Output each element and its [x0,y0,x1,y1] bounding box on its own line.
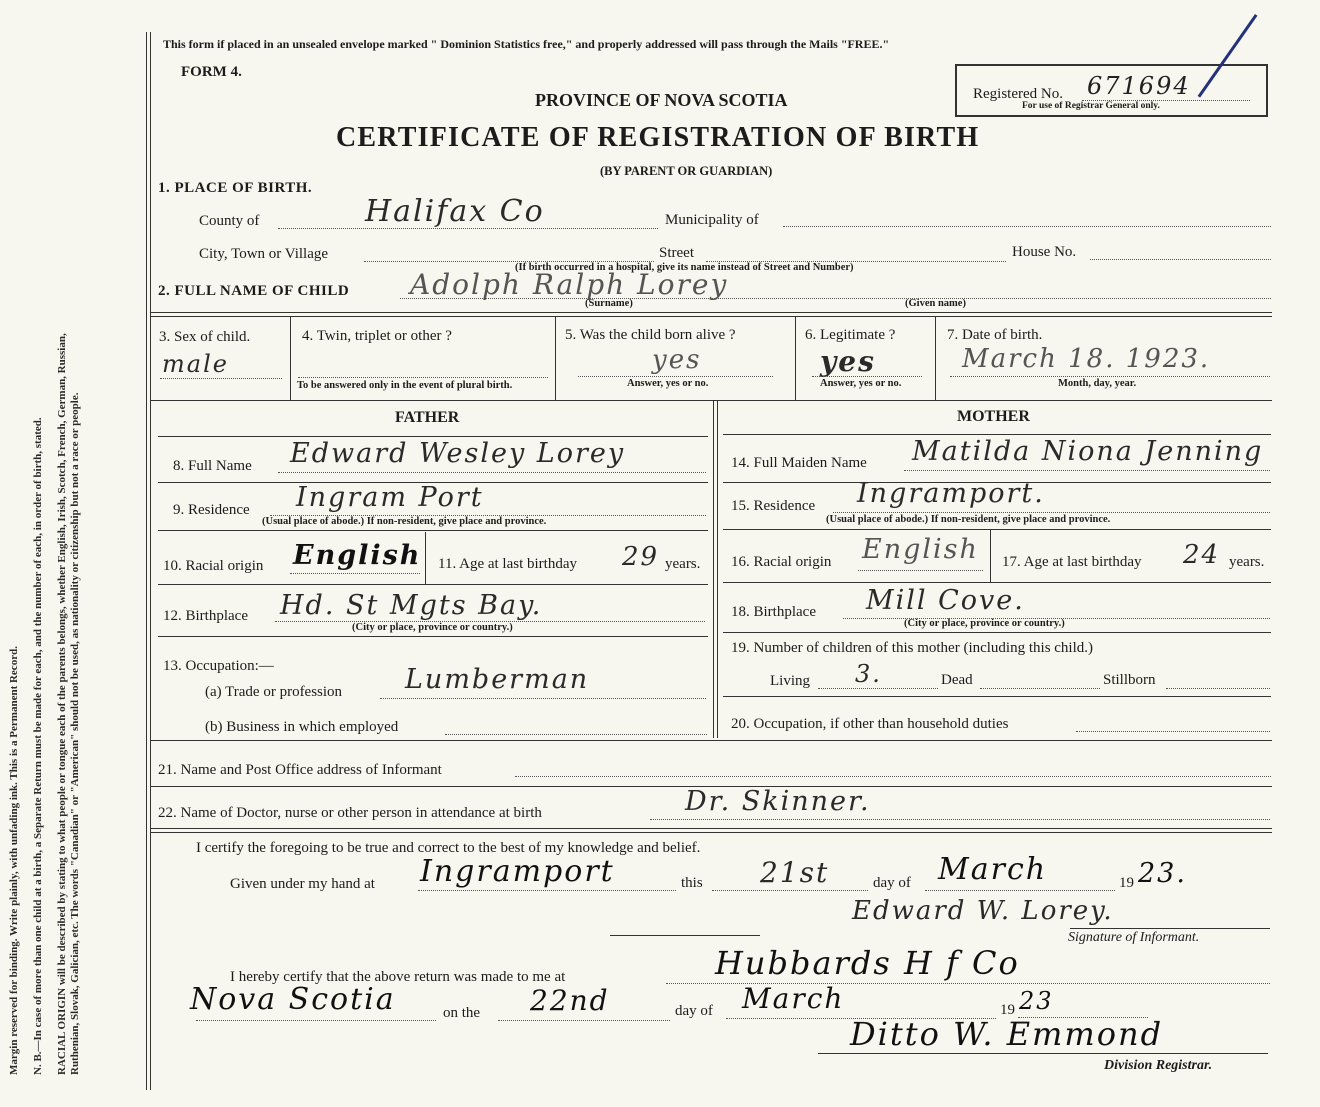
row-rule-top-2 [150,316,1272,317]
registrar-province: Nova Scotia [190,982,396,1017]
father-rule-4 [158,636,708,637]
given-name-caption: (Given name) [905,298,966,309]
father-race-label: 10. Racial origin [163,558,264,574]
registrar-year-prefix: 19 [1000,1002,1015,1018]
mother-residence-note: (Usual place of abode.) If non-resident, give place and province. [826,514,1111,525]
registrar-signature-rule [818,1053,1268,1054]
mother-age-years: years. [1229,554,1265,570]
county-label: County of [199,213,260,229]
certify-statement: I certify the foregoing to be true and correct to the best of my knowledge and belief. [196,840,701,856]
signature-rule [1070,928,1270,929]
margin-rule [146,32,147,1090]
certify-day-line [712,890,868,891]
mother-children-label: 19. Number of children of this mother (including this child.) [731,640,1094,656]
doctor-rule [150,828,1272,829]
mother-name-line [904,470,1270,471]
informant-signature: Edward W. Lorey. [852,896,1114,926]
registrar-day-line [498,1020,670,1021]
mother-rule-4 [723,632,1271,633]
municipality-label: Municipality of [665,212,759,228]
binding-note: Margin reserved for binding. Write plainly, with unfading ink. This is a Permanent Record. [8,646,20,1075]
registrar-day-of-label: day of [675,1003,713,1019]
father-age-years: years. [665,556,701,572]
registrar-signature: Ditto W. Emmond [850,1015,1164,1053]
father-business-line [445,734,707,735]
child-name-value: Adolph Ralph Lorey [410,268,729,301]
dob-value: March 18. 1923. [962,344,1211,374]
doctor-line [650,819,1270,820]
father-rule-3 [158,584,708,585]
registered-label: Registered No. [973,86,1063,102]
house-label: House No. [1012,244,1077,260]
center-rule-2 [717,400,718,738]
father-birthplace-value: Hd. St Mgts Bay. [280,590,543,621]
twin-note: To be answered only in the event of plural birth. [297,380,513,391]
dead-label: Dead [941,672,973,688]
legitimate-value: yes [820,345,876,378]
father-race-divider [425,532,426,584]
father-residence-note: (Usual place of abode.) If non-resident, give place and province. [262,516,547,527]
given-place: Ingramport [420,854,615,889]
father-name-line [278,472,706,473]
mother-race-divider [990,530,991,582]
stillborn-line [1166,688,1270,689]
informant-rule-top [150,740,1272,741]
signature-caption: Signature of Informant. [1068,930,1200,945]
racial-note-2: Ruthenian, Slovak, Galician, etc. The words "Canadian" or "American" should not be used, as nationality or citizenship but not a race or people. [69,392,82,1075]
legitimate-line [812,376,922,377]
page-subtitle: (BY PARENT OR GUARDIAN) [600,164,773,178]
informant-label: 21. Name and Post Office address of Informant [158,762,442,778]
mother-residence-line [833,512,1270,513]
nb-note: N. B.—In case of more than one child at a birth, a Separate Return must be made for each, and the number of each, in order of birth, stated. [31,417,44,1075]
stillborn-label: Stillborn [1103,672,1156,688]
twin-line [298,377,548,378]
father-birthplace-note: (City or place, province or country.) [352,622,513,633]
certify-month: March [938,852,1048,887]
informant-line [515,776,1271,777]
father-age-label: 11. Age at last birthday [438,556,577,572]
city-label: City, Town or Village [199,246,329,262]
signature-short-rule [610,935,760,936]
doctor-rule-2 [150,832,1272,833]
col-rule-3 [795,316,796,400]
county-line [278,228,658,229]
certify-day: 21st [760,856,830,889]
child-name-line [400,298,1271,299]
sex-value: male [162,350,229,378]
registrar-month: March [742,982,845,1015]
father-heading: FATHER [395,409,460,426]
this-label: this [681,875,703,891]
father-name-label: 8. Full Name [173,458,252,474]
hospital-note: (If birth occurred in a hospital, give its name instead of Street and Number) [515,262,854,273]
mother-race-value: English [862,534,979,565]
mother-name-label: 14. Full Maiden Name [731,455,867,471]
living-line [818,688,938,689]
row-rule-top [150,312,1272,313]
mother-birthplace-note: (City or place, province or country.) [904,618,1065,629]
living-value: 3. [855,660,882,688]
certify-day-of-label: day of [873,875,911,891]
mother-race-label: 16. Racial origin [731,554,832,570]
father-trade-label: (a) Trade or profession [205,684,343,700]
col-rule-2 [555,316,556,400]
mother-heading: MOTHER [957,408,1030,425]
living-label: Living [770,673,810,689]
dob-line [950,376,1270,377]
municipality-line [783,226,1271,227]
mother-age-value: 24 [1183,540,1221,570]
certify-year-prefix: 19 [1119,875,1134,891]
mother-birthplace-value: Mill Cove. [866,585,1025,616]
legitimate-label: 6. Legitimate ? [805,327,896,343]
registrar-province-line [196,1020,436,1021]
doctor-label: 22. Name of Doctor, nurse or other person in attendance at birth [158,805,542,821]
alive-line [578,376,773,377]
col-rule-4 [935,316,936,400]
given-place-line [418,890,676,891]
row-rule-bottom [150,400,1272,401]
mail-notice: This form if placed in an unsealed envelope marked " Dominion Statistics free," and properly addressed will pass through the Mails "FREE." [163,37,890,51]
mother-rule-2 [723,529,1271,530]
registrar-note: For use of Registrar General only. [1022,101,1160,111]
mother-occupation-line [1076,731,1270,732]
margin-rule-inner [150,32,151,1090]
child-name-label: 2. FULL NAME OF CHILD [158,283,350,299]
doctor-value: Dr. Skinner. [685,786,871,817]
certify-month-line [925,890,1115,891]
mother-age-label: 17. Age at last birthday [1002,554,1142,570]
mother-residence-value: Ingramport. [857,478,1045,509]
place-heading: 1. PLACE OF BIRTH. [158,180,313,196]
dob-label: 7. Date of birth. [947,327,1043,343]
street-label: Street [659,245,694,261]
surname-caption: (Surname) [585,298,633,309]
form-number: FORM 4. [181,64,242,80]
province-heading: PROVINCE OF NOVA SCOTIA [535,90,788,110]
father-residence-value: Ingram Port [296,482,484,513]
center-rule [713,400,714,738]
registrar-caption: Division Registrar. [1104,1058,1213,1073]
mother-residence-label: 15. Residence [731,498,816,514]
father-trade-value: Lumberman [405,664,590,695]
mother-birthplace-label: 18. Birthplace [731,604,816,620]
sex-label: 3. Sex of child. [159,329,251,345]
mother-occupation-label: 20. Occupation, if other than household duties [731,716,1009,732]
mother-heading-rule [723,434,1271,435]
registrar-statement: I hereby certify that the above return was made to me at [230,969,566,985]
mother-name-value: Matilda Niona Jenning [912,436,1264,467]
sex-line [160,378,282,379]
father-heading-rule [158,436,708,437]
alive-note: Answer, yes or no. [627,378,709,389]
father-birthplace-label: 12. Birthplace [163,608,248,624]
racial-note-1: RACIAL ORIGIN will be described by stating to what people or tongue each of the parents belongs, whether English, Irish, Scotch, French, German, Russian, [55,333,68,1075]
father-residence-label: 9. Residence [173,502,250,518]
father-rule-2 [158,530,708,531]
on-the-label: on the [443,1005,481,1021]
father-race-value: English [293,540,422,571]
father-trade-line [380,698,706,699]
registered-number: 671694 [1087,72,1191,100]
mother-race-line [858,570,983,571]
registrar-year: 23 [1019,987,1054,1015]
county-value: Halifax Co [365,194,545,229]
given-label: Given under my hand at [230,876,375,892]
alive-label: 5. Was the child born alive ? [565,327,736,343]
father-age-value: 29 [622,542,660,572]
father-race-line [290,573,420,574]
alive-value: yes [652,345,702,375]
father-occupation-label: 13. Occupation:— [163,658,274,674]
page-title: CERTIFICATE OF REGISTRATION OF BIRTH [336,122,980,153]
registrar-day: 22nd [530,984,610,1017]
certify-year: 23. [1138,858,1187,889]
col-rule-1 [290,316,291,400]
father-name-value: Edward Wesley Lorey [290,438,626,469]
dob-note: Month, day, year. [1058,378,1137,389]
mother-rule-5 [723,696,1271,697]
dead-line [980,688,1100,689]
father-business-label: (b) Business in which employed [205,719,399,735]
twin-label: 4. Twin, triplet or other ? [302,328,452,344]
mother-rule-3 [723,582,1271,583]
legitimate-note: Answer, yes or no. [820,378,902,389]
house-line [1090,259,1271,260]
margin-notes [8,25,143,1075]
registrar-place: Hubbards H f Co [715,944,1020,982]
